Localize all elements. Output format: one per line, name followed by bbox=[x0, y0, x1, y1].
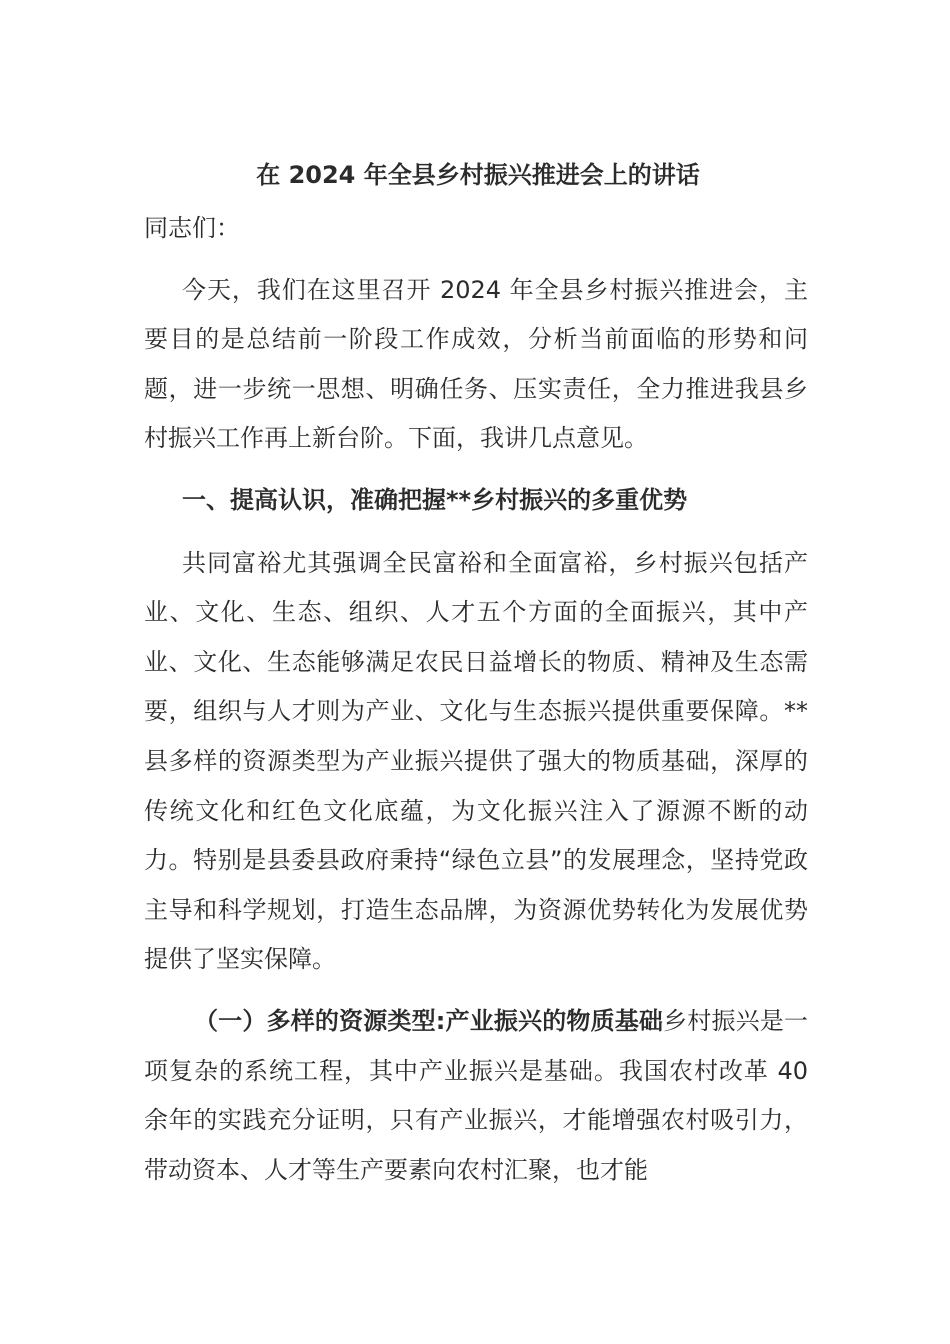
paragraph-section-1: 共同富裕尤其强调全民富裕和全面富裕，乡村振兴包括产业、文化、生态、组织、人才五个方面的全面振兴，其中产业、文化、生态能够满足农民日益增长的物质、精神及生态需要，组织与人才则为产业、文化与生态振兴提供重要保障。**县多样的资源类型为产业振兴提供了强大的物质基础，深厚的传统文化和红色文化底蕴，为文化振兴注入了源源不断的动力。特别是县委县政府秉持“绿色立县”的发展理念，坚持党政主导和科学规划，打造生态品牌，为资源优势转化为发展优势提供了坚实保障。 bbox=[144, 548, 808, 974]
salutation: 同志们： bbox=[144, 214, 240, 242]
document-title: 在 2024 年全县乡村振兴推进会上的讲话 bbox=[256, 161, 700, 189]
paragraph-intro: 今天，我们在这里召开 2024 年全县乡村振兴推进会，主要目的是总结前一阶段工作成效，分析当前面临的形势和问题，进一步统一思想、明确任务、压实责任，全力推进我县乡村振兴工作再上新台阶。下面，我讲几点意见。 bbox=[144, 275, 808, 453]
subsection-text-1: 乡村振兴是一项复杂的系统工程，其中产业振兴是基础。我国农村改革 40 余年的实践充分证明，只有产业振兴，才能增强农村吸引力，带动资本、人才等生产要素向农村汇聚，也才能 bbox=[144, 1006, 808, 1184]
subsection-heading-1: （一）多样的资源类型:产业振兴的物质基础 bbox=[194, 1006, 664, 1035]
section-heading-1: 一、提高认识，准确把握**乡村振兴的多重优势 bbox=[182, 485, 688, 514]
document-body bbox=[144, 150, 808, 1195]
paragraph-subsection-1 bbox=[144, 997, 808, 1195]
